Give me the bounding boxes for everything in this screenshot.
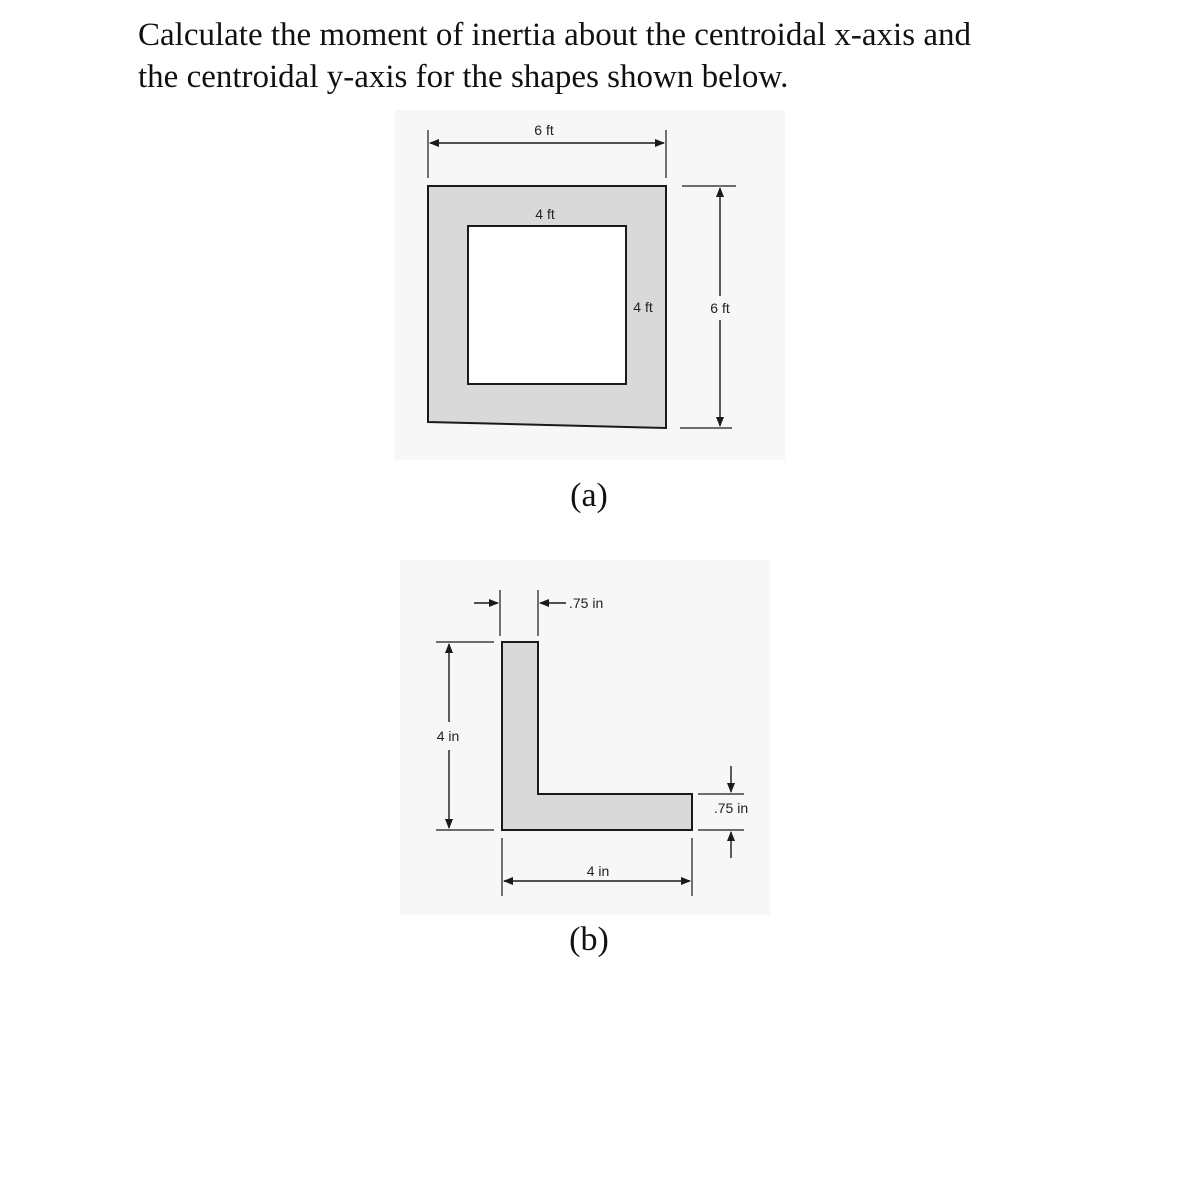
label-thickness-right: .75 in — [713, 800, 749, 816]
label-inner-width: 4 ft — [535, 206, 555, 222]
label-outer-height: 6 ft — [710, 300, 730, 316]
label-width: 4 in — [586, 863, 610, 879]
figure-a — [395, 110, 785, 514]
inner-square-hole — [468, 226, 626, 384]
label-outer-width: 6 ft — [534, 122, 554, 138]
label-inner-height: 4 ft — [633, 299, 653, 315]
problem-line-1: Calculate the moment of inertia about the centroidal x-axis and — [138, 17, 971, 53]
caption-a: (a) — [570, 477, 608, 514]
problem-line-2: the centroidal y-axis for the shapes shown below. — [138, 59, 789, 95]
label-thickness-top: .75 in — [569, 595, 604, 611]
figure-b — [400, 560, 770, 958]
label-height: 4 in — [436, 728, 460, 744]
caption-b: (b) — [569, 921, 609, 958]
